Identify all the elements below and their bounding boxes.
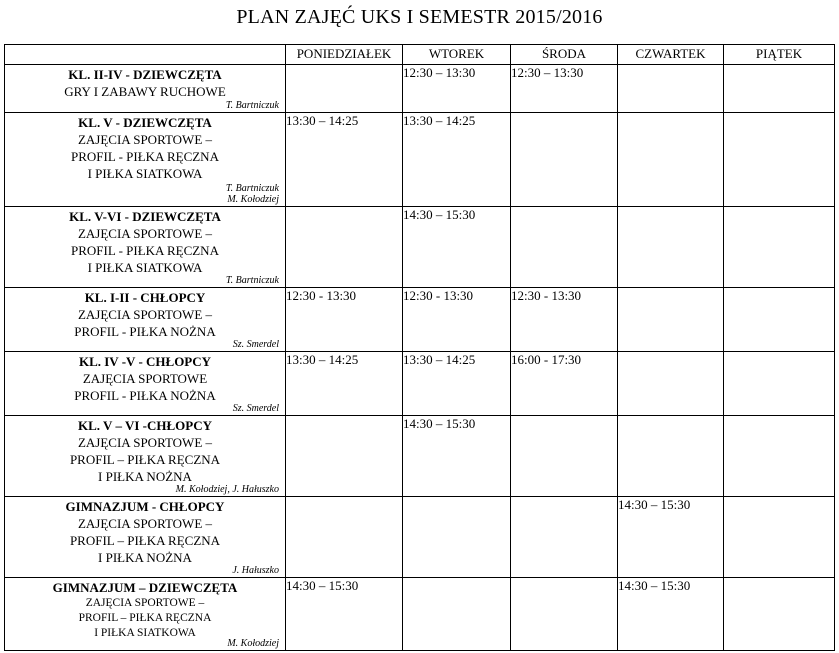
trainer-name: J. Hałuszko: [232, 565, 279, 576]
time-slot-cell: 12:30 – 13:30: [403, 65, 511, 113]
time-slot-cell: 14:30 – 15:30: [403, 416, 511, 497]
time-slot-cell: 13:30 – 14:25: [403, 113, 511, 207]
activity-description-line: ZAJĘCIA SPORTOWE –: [77, 435, 213, 450]
time-slot-cell: 12:30 - 13:30: [286, 288, 403, 352]
group-cell: [5, 113, 286, 207]
activity-description-line: I PIŁKA SIATKOWA: [87, 166, 203, 181]
group-name: KL. V - DZIEWCZĘTA: [78, 115, 212, 130]
trainer-name: M. Kołodziej: [227, 194, 279, 205]
activity-description-line: GRY I ZABAWY RUCHOWE: [64, 84, 226, 99]
activity-description-line: I PIŁKA NOŻNA: [98, 550, 192, 565]
trainer-names: [226, 100, 279, 111]
time-slot-cell: [618, 207, 724, 288]
trainer-names: [232, 565, 279, 576]
time-slot-cell: 13:30 – 14:25: [286, 352, 403, 416]
header-day-friday: PIĄTEK: [724, 45, 835, 65]
activity-description-line: ZAJĘCIA SPORTOWE: [82, 371, 208, 386]
activity-description-line: ZAJĘCIA SPORTOWE –: [77, 132, 213, 147]
group-name: KL. V – VI -CHŁOPCY: [78, 418, 212, 433]
time-slot-cell: [511, 207, 618, 288]
time-slot-cell: [511, 416, 618, 497]
time-slot-cell: [724, 207, 835, 288]
trainer-name: T. Bartniczuk: [225, 275, 279, 286]
group-cell: [5, 578, 286, 651]
activity-description-line: PROFIL – PIŁKA RĘCZNA: [78, 612, 212, 624]
trainer-name: M. Kołodziej: [227, 638, 279, 649]
trainer-name: T. Bartniczuk: [225, 183, 279, 194]
time-slot-cell: 13:30 – 14:25: [286, 113, 403, 207]
time-slot-cell: [511, 497, 618, 578]
schedule-row: [5, 578, 835, 651]
activity-description-line: PROFIL - PIŁKA NOŻNA: [74, 388, 216, 403]
header-day-wednesday: ŚRODA: [511, 45, 618, 65]
group-cell: [5, 352, 286, 416]
trainer-names: [176, 484, 279, 495]
header-row: [5, 45, 835, 65]
group-name: KL. I-II - CHŁOPCY: [84, 290, 206, 305]
time-slot-cell: [403, 578, 511, 651]
activity-description-line: PROFIL – PIŁKA RĘCZNA: [69, 533, 221, 548]
trainer-names: [233, 403, 279, 414]
time-slot-cell: 14:30 – 15:30: [286, 578, 403, 651]
group-cell: [5, 497, 286, 578]
time-slot-cell: 12:30 - 13:30: [403, 288, 511, 352]
activity-description-line: ZAJĘCIA SPORTOWE –: [77, 307, 213, 322]
schedule-row: [5, 207, 835, 288]
time-slot-cell: [618, 288, 724, 352]
time-slot-cell: [618, 352, 724, 416]
time-slot-cell: 14:30 – 15:30: [618, 497, 724, 578]
page-title: PLAN ZAJĘĆ UKS I SEMESTR 2015/2016: [236, 6, 603, 28]
time-slot-cell: [724, 416, 835, 497]
time-slot-cell: [618, 113, 724, 207]
time-slot-cell: 16:00 - 17:30: [511, 352, 618, 416]
time-slot-cell: 12:30 – 13:30: [511, 65, 618, 113]
time-slot-cell: [286, 65, 403, 113]
group-name: GIMNAZJUM - CHŁOPCY: [65, 499, 225, 514]
schedule-row: [5, 416, 835, 497]
activity-description-line: ZAJĘCIA SPORTOWE –: [85, 597, 205, 609]
schedule-table: [4, 44, 835, 651]
time-slot-cell: 14:30 – 15:30: [618, 578, 724, 651]
group-name: KL. V-VI - DZIEWCZĘTA: [69, 209, 221, 224]
group-name: GIMNAZJUM – DZIEWCZĘTA: [52, 580, 238, 595]
activity-description-line: PROFIL – PIŁKA RĘCZNA: [69, 452, 221, 467]
header-day-tuesday: WTOREK: [403, 45, 511, 65]
time-slot-cell: [511, 578, 618, 651]
time-slot-cell: [724, 497, 835, 578]
trainer-names: [227, 638, 279, 649]
activity-description-line: ZAJĘCIA SPORTOWE –: [77, 226, 213, 241]
time-slot-cell: [724, 352, 835, 416]
header-group-cell: [5, 45, 286, 65]
group-cell: [5, 288, 286, 352]
time-slot-cell: [403, 497, 511, 578]
time-slot-cell: [724, 65, 835, 113]
group-cell: [5, 65, 286, 113]
schedule-row: [5, 288, 835, 352]
time-slot-cell: 13:30 – 14:25: [403, 352, 511, 416]
time-slot-cell: [618, 416, 724, 497]
activity-description-line: I PIŁKA NOŻNA: [98, 469, 192, 484]
trainer-names: [233, 339, 279, 350]
time-slot-cell: [511, 113, 618, 207]
group-name: KL. IV -V - CHŁOPCY: [78, 354, 212, 369]
activity-description-line: ZAJĘCIA SPORTOWE –: [77, 516, 213, 531]
activity-description-line: I PIŁKA SIATKOWA: [94, 627, 196, 639]
group-name: KL. II-IV - DZIEWCZĘTA: [68, 67, 222, 82]
trainer-names: [226, 275, 279, 286]
activity-description-line: PROFIL - PIŁKA RĘCZNA: [71, 243, 219, 258]
trainer-names: [226, 183, 279, 205]
trainer-name: Sz. Smerdel: [232, 403, 279, 414]
activity-description-line: I PIŁKA SIATKOWA: [87, 260, 203, 275]
time-slot-cell: 14:30 – 15:30: [403, 207, 511, 288]
time-slot-cell: [724, 113, 835, 207]
activity-description-line: PROFIL - PIŁKA RĘCZNA: [71, 149, 219, 164]
group-cell: [5, 207, 286, 288]
time-slot-cell: [286, 416, 403, 497]
time-slot-cell: [618, 65, 724, 113]
time-slot-cell: [286, 497, 403, 578]
header-day-monday: PONIEDZIAŁEK: [286, 45, 403, 65]
schedule-row: [5, 113, 835, 207]
schedule-row: [5, 497, 835, 578]
time-slot-cell: [286, 207, 403, 288]
time-slot-cell: 12:30 - 13:30: [511, 288, 618, 352]
schedule-row: [5, 65, 835, 113]
schedule-row: [5, 352, 835, 416]
time-slot-cell: [724, 288, 835, 352]
trainer-name: M. Kołodziej, J. Hałuszko: [175, 484, 279, 495]
activity-description-line: PROFIL - PIŁKA NOŻNA: [74, 324, 216, 339]
group-cell: [5, 416, 286, 497]
trainer-name: Sz. Smerdel: [232, 339, 279, 350]
time-slot-cell: [724, 578, 835, 651]
trainer-name: T. Bartniczuk: [225, 100, 279, 111]
header-day-thursday: CZWARTEK: [618, 45, 724, 65]
